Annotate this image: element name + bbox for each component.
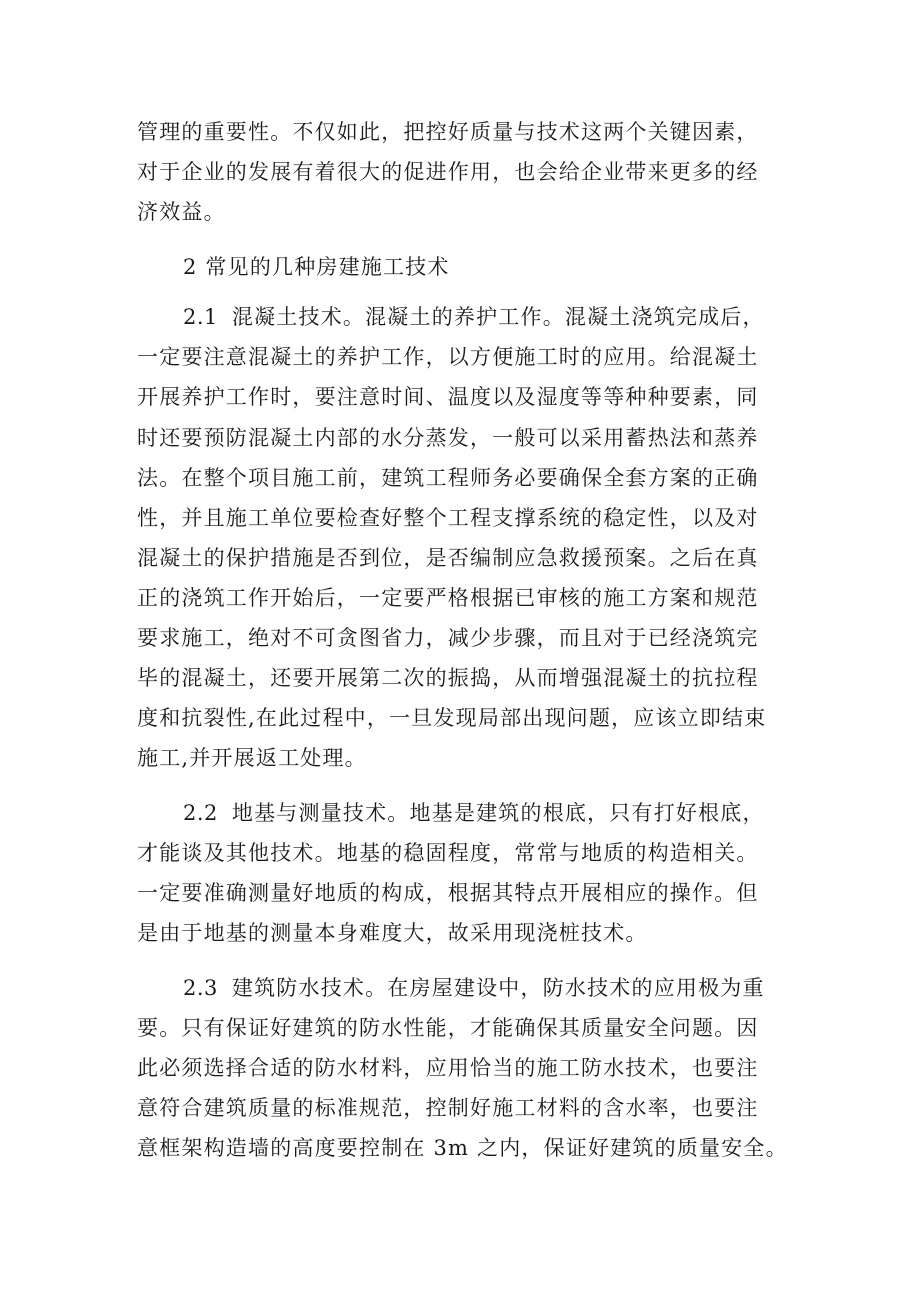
section-2-1-number: 2.1: [183, 305, 218, 329]
section-2-1-line: 混凝土的保护措施是否到位，是否编制应急救援预案。之后在真: [137, 546, 759, 570]
intro-line-3: 济效益。: [137, 200, 226, 224]
section-2-1-first-line: [0, 302, 920, 332]
intro-line-1: 管理的重要性。不仅如此，把控好质量与技术这两个关键因素，: [137, 120, 759, 144]
section-2-1-line: 施工,并开展返工处理。: [137, 746, 367, 770]
section-2-3-line: 意框架构造墙的高度要控制在 3m 之内，保证好建筑的质量安全。: [137, 1136, 788, 1160]
section-2-1-line: 一定要注意混凝土的养护工作，以方便施工时的应用。给混凝土: [137, 345, 759, 369]
section-2-3-line: 要。只有保证好建筑的防水性能，才能确保其质量安全问题。因: [137, 1016, 759, 1040]
section-2-1-line: 时还要预防混凝土内部的水分蒸发，一般可以采用蓄热法和蒸养: [137, 426, 759, 450]
section-2-1-lead: 混凝土技术。混凝土的养护工作。混凝土浇筑完成后，: [231, 305, 765, 329]
section-2-3-line: 此必须选择合适的防水材料，应用恰当的施工防水技术，也要注: [137, 1056, 759, 1080]
section-2-3-lead: 建筑防水技术。在房屋建设中，防水技术的应用极为重: [231, 976, 765, 1000]
section-2-3-line: 意符合建筑质量的标准规范，控制好施工材料的含水率，也要注: [137, 1096, 759, 1120]
section-2-2-line: 是由于地基的测量本身难度大，故采用现浇桩技术。: [137, 921, 648, 945]
section-2-2-line: 才能谈及其他技术。地基的稳固程度，常常与地质的构造相关。: [137, 841, 759, 865]
section-2-3-first-line: [0, 973, 920, 1003]
section-heading: 2 常见的几种房建施工技术: [183, 255, 450, 279]
section-2-1-line: 性，并且施工单位要检查好整个工程支撑系统的稳定性，以及对: [137, 506, 759, 530]
section-2-1-line: 法。在整个项目施工前，建筑工程师务必要确保全套方案的正确: [137, 466, 759, 490]
section-2-1-line: 开展养护工作时，要注意时间、温度以及湿度等等种种要素，同: [137, 385, 759, 409]
section-2-2-first-line: [0, 798, 920, 828]
section-2-2-number: 2.2: [183, 801, 218, 825]
intro-line-2: 对于企业的发展有着很大的促进作用，也会给企业带来更多的经: [137, 160, 759, 184]
section-2-3-number: 2.3: [183, 976, 218, 1000]
section-2-2-lead: 地基与测量技术。地基是建筑的根底，只有打好根底，: [231, 801, 765, 825]
section-2-2-line: 一定要准确测量好地质的构成，根据其特点开展相应的操作。但: [137, 881, 759, 905]
section-2-1-line: 要求施工，绝对不可贪图省力，减少步骤，而且对于已经浇筑完: [137, 626, 759, 650]
section-2-1-line: 毕的混凝土，还要开展第二次的振捣，从而增强混凝土的抗拉程: [137, 666, 759, 690]
section-2-1-line: 度和抗裂性,在此过程中，一旦发现局部出现问题，应该立即结束: [137, 706, 767, 730]
section-2-1-line: 正的浇筑工作开始后，一定要严格根据已审核的施工方案和规范: [137, 586, 759, 610]
